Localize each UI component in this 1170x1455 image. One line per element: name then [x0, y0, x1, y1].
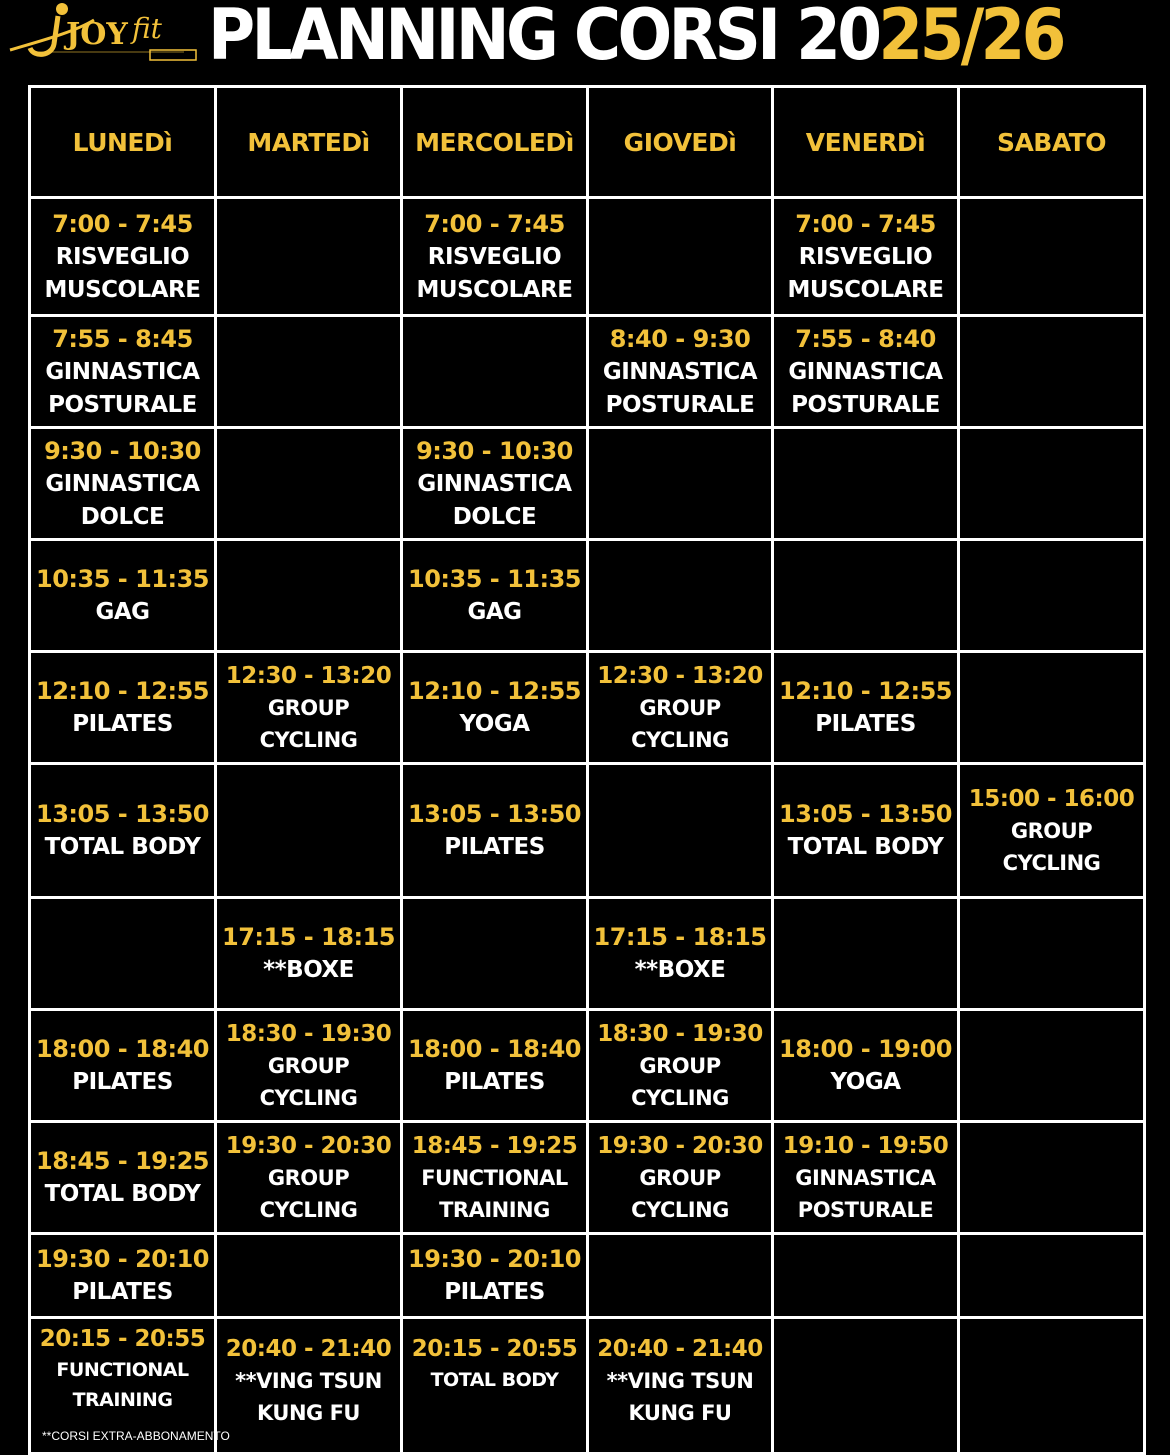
empty-slot	[957, 1316, 1146, 1455]
class-name: KUNG FU	[628, 1401, 732, 1425]
class-time: 12:10 - 12:55	[408, 677, 581, 705]
class-name: TOTAL BODY	[787, 834, 944, 860]
empty-slot	[214, 762, 403, 899]
class-slot	[771, 650, 960, 765]
day-header-label: SABATO	[996, 127, 1107, 157]
class-slot	[28, 762, 217, 899]
class-slot	[771, 314, 960, 429]
empty-slot	[586, 1232, 774, 1319]
empty-slot	[214, 196, 403, 317]
class-name: TRAINING	[72, 1389, 173, 1411]
empty-slot	[214, 426, 403, 541]
class-name: DOLCE	[452, 503, 537, 530]
class-time: 7:55 - 8:40	[795, 324, 936, 353]
empty-slot	[586, 538, 774, 653]
class-time: 18:30 - 19:30	[225, 1020, 392, 1047]
empty-slot	[957, 1120, 1146, 1235]
class-name: PILATES	[444, 1279, 545, 1305]
class-name: PILATES	[72, 1069, 173, 1095]
class-slot	[28, 650, 217, 765]
empty-slot	[586, 196, 774, 317]
class-name: KUNG FU	[257, 1401, 360, 1425]
empty-slot	[214, 1232, 403, 1319]
class-name: PILATES	[444, 1069, 545, 1095]
day-header-label: LUNEDì	[72, 127, 173, 157]
empty-slot	[586, 426, 774, 541]
svg-text:fit: fit	[132, 12, 162, 45]
class-time: 18:45 - 19:25	[411, 1132, 578, 1159]
empty-slot	[957, 426, 1146, 541]
class-slot	[28, 426, 217, 541]
class-slot	[400, 650, 589, 765]
day-header-0	[28, 85, 217, 199]
class-time: 10:35 - 11:35	[408, 565, 581, 593]
empty-slot	[957, 196, 1146, 317]
class-slot	[771, 1008, 960, 1123]
class-time: 12:30 - 13:20	[225, 662, 392, 689]
class-time: 12:30 - 13:20	[597, 662, 763, 689]
class-slot	[586, 650, 774, 765]
class-name: GROUP	[1010, 818, 1093, 843]
class-name: PILATES	[815, 711, 916, 737]
empty-slot	[28, 896, 217, 1011]
class-slot	[400, 1008, 589, 1123]
class-name: MUSCOLARE	[416, 276, 573, 303]
class-name: CYCLING	[631, 1085, 729, 1110]
class-name: TOTAL BODY	[44, 834, 201, 860]
class-slot	[28, 538, 217, 653]
class-time: 9:30 - 10:30	[416, 436, 573, 465]
class-name: GROUP	[639, 1053, 721, 1078]
class-slot	[214, 896, 403, 1011]
class-name: RISVEGLIO	[798, 243, 933, 270]
class-time: 19:30 - 20:30	[225, 1132, 392, 1159]
class-name: CYCLING	[631, 1197, 729, 1222]
class-time: 13:05 - 13:50	[779, 800, 952, 828]
class-time: 7:00 - 7:45	[424, 209, 565, 238]
class-name: TOTAL BODY	[430, 1369, 559, 1391]
class-slot	[586, 896, 774, 1011]
day-header-2	[400, 85, 589, 199]
class-slot	[400, 762, 589, 899]
class-slot	[771, 762, 960, 899]
class-time: 20:40 - 21:40	[225, 1336, 392, 1362]
empty-slot	[957, 314, 1146, 429]
class-time: 20:15 - 20:55	[39, 1326, 206, 1352]
class-name: **BOXE	[263, 957, 354, 983]
class-slot	[586, 1316, 774, 1455]
class-slot	[28, 314, 217, 429]
class-time: 13:05 - 13:50	[36, 800, 209, 828]
class-slot	[400, 196, 589, 317]
class-name: CYCLING	[259, 727, 358, 752]
class-name: GINNASTICA	[788, 358, 943, 385]
class-name: TRAINING	[439, 1197, 550, 1222]
class-name: GAG	[95, 599, 150, 625]
class-name: GROUP	[639, 1165, 721, 1190]
class-name: GROUP	[267, 1165, 350, 1190]
class-name: DOLCE	[80, 503, 165, 530]
class-name: CYCLING	[1002, 850, 1101, 875]
empty-slot	[771, 426, 960, 541]
empty-slot	[771, 1232, 960, 1319]
class-time: 19:30 - 20:10	[36, 1245, 209, 1273]
class-name: YOGA	[830, 1069, 901, 1095]
class-name: MUSCOLARE	[787, 276, 944, 303]
day-header-5	[957, 85, 1146, 199]
empty-slot	[214, 538, 403, 653]
class-time: 7:00 - 7:45	[795, 209, 936, 238]
class-name: GROUP	[267, 1053, 350, 1078]
class-slot	[28, 1232, 217, 1319]
class-name: **BOXE	[634, 957, 726, 983]
class-time: 8:40 - 9:30	[609, 324, 751, 353]
class-name: GINNASTICA	[417, 470, 572, 497]
class-time: 19:30 - 20:30	[597, 1132, 763, 1159]
day-header-label: MARTEDì	[247, 127, 370, 157]
day-header-label: GIOVEDì	[623, 127, 737, 157]
class-name: FUNCTIONAL	[56, 1359, 189, 1381]
class-name: **VING TSUN	[606, 1369, 754, 1393]
class-time: 19:30 - 20:10	[408, 1245, 581, 1273]
class-name: FUNCTIONAL	[421, 1165, 568, 1190]
class-name: MUSCOLARE	[44, 276, 201, 303]
class-name: TOTAL BODY	[44, 1181, 201, 1207]
class-time: 13:05 - 13:50	[408, 800, 581, 828]
class-slot	[400, 1316, 589, 1455]
class-time: 7:55 - 8:45	[52, 324, 193, 353]
footnote: **CORSI EXTRA-ABBONAMENTO	[42, 1429, 230, 1443]
class-slot	[214, 1316, 403, 1455]
class-time: 18:45 - 19:25	[36, 1147, 209, 1175]
class-time: 18:00 - 18:40	[36, 1035, 209, 1063]
class-name: RISVEGLIO	[55, 243, 190, 270]
page-title-year-highlight: 25/26	[878, 0, 1063, 76]
svg-text:JOY: JOY	[66, 17, 128, 52]
class-slot	[400, 1232, 589, 1319]
class-slot	[586, 314, 774, 429]
day-header-4	[771, 85, 960, 199]
class-name: POSTURALE	[605, 391, 755, 418]
class-time: 18:30 - 19:30	[597, 1020, 763, 1047]
class-time: 10:35 - 11:35	[36, 565, 209, 593]
class-name: CYCLING	[631, 727, 729, 752]
empty-slot	[957, 650, 1146, 765]
class-slot	[28, 1008, 217, 1123]
class-time: 15:00 - 16:00	[968, 785, 1135, 812]
class-name: POSTURALE	[48, 391, 197, 418]
class-name: CYCLING	[259, 1197, 358, 1222]
day-header-3	[586, 85, 774, 199]
class-slot	[771, 1120, 960, 1235]
class-slot	[214, 650, 403, 765]
class-name: POSTURALE	[797, 1197, 934, 1222]
class-name: GINNASTICA	[45, 358, 200, 385]
class-time: 19:10 - 19:50	[782, 1132, 949, 1159]
empty-slot	[400, 314, 589, 429]
class-name: GROUP	[639, 695, 721, 720]
empty-slot	[586, 762, 774, 899]
empty-slot	[771, 1316, 960, 1455]
class-slot	[214, 1120, 403, 1235]
class-name: POSTURALE	[791, 391, 940, 418]
class-name: PILATES	[444, 834, 545, 860]
class-name: YOGA	[459, 711, 530, 737]
class-slot	[214, 1008, 403, 1123]
class-time: 7:00 - 7:45	[52, 209, 193, 238]
empty-slot	[771, 538, 960, 653]
class-slot	[400, 426, 589, 541]
empty-slot	[957, 538, 1146, 653]
class-slot	[28, 1120, 217, 1235]
class-slot	[586, 1008, 774, 1123]
class-time: 20:40 - 21:40	[597, 1336, 763, 1362]
class-slot	[400, 538, 589, 653]
empty-slot	[957, 1008, 1146, 1123]
class-time: 12:10 - 12:55	[779, 677, 952, 705]
class-time: 18:00 - 18:40	[408, 1035, 581, 1063]
empty-slot	[400, 896, 589, 1011]
class-time: 12:10 - 12:55	[36, 677, 209, 705]
class-time: 9:30 - 10:30	[44, 436, 201, 465]
day-header-1	[214, 85, 403, 199]
empty-slot	[957, 1232, 1146, 1319]
empty-slot	[214, 314, 403, 429]
class-name: CYCLING	[259, 1085, 358, 1110]
class-name: GINNASTICA	[795, 1165, 936, 1190]
page-title: PLANNING CORSI 2025/26	[208, 0, 1063, 76]
class-name: GINNASTICA	[602, 358, 758, 385]
class-time: 17:15 - 18:15	[593, 923, 767, 951]
class-name: GINNASTICA	[45, 470, 200, 497]
class-slot	[586, 1120, 774, 1235]
day-header-label: MERCOLEDì	[415, 127, 574, 157]
class-name: PILATES	[72, 711, 173, 737]
class-slot	[400, 1120, 589, 1235]
class-slot	[771, 196, 960, 317]
class-time: 20:15 - 20:55	[411, 1336, 578, 1362]
class-name: PILATES	[72, 1279, 173, 1305]
empty-slot	[957, 896, 1146, 1011]
class-name: RISVEGLIO	[427, 243, 562, 270]
class-name: GAG	[467, 599, 522, 625]
class-name: **VING TSUN	[235, 1369, 382, 1393]
class-name: GROUP	[267, 695, 350, 720]
class-slot	[28, 196, 217, 317]
class-time: 18:00 - 19:00	[779, 1035, 952, 1063]
empty-slot	[771, 896, 960, 1011]
class-slot	[957, 762, 1146, 899]
day-header-label: VENERDì	[805, 127, 926, 157]
class-time: 17:15 - 18:15	[222, 923, 395, 951]
